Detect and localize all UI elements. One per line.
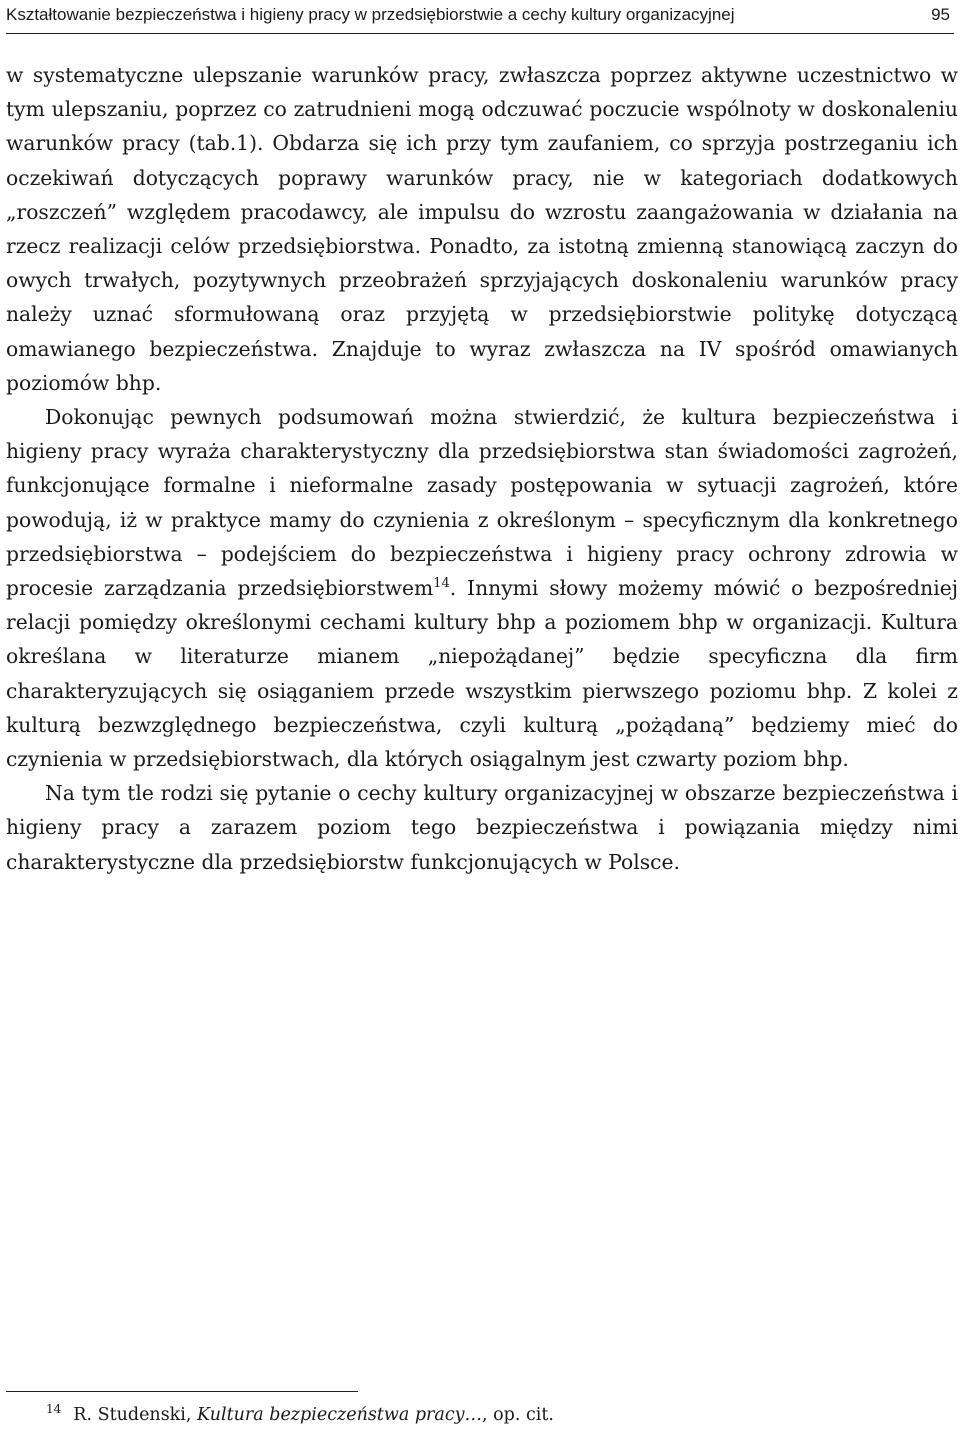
paragraph-1: [6, 58, 958, 400]
footnote-number: 14: [46, 1402, 62, 1416]
footnote-suffix: , op. cit.: [482, 1405, 554, 1425]
paragraph-3-text: Na tym tle rodzi się pytanie o cechy kultury organizacyjnej w obszarze bezpieczeństwa i higieny pracy a zarazem poziom tego bezpieczeństwa i powiązania między nimi charakterystyczne dla przedsiębiorstw funkcjonujących w Polsce.: [6, 781, 958, 874]
paragraph-2-text-start: Dokonując pewnych podsumowań można stwierdzić, że kultura bezpieczeństwa i higieny pracy wyraża charakterystyczny dla przedsiębiorstwa stan świadomości zagrożeń, funkcjonujące formalne i nieformalne zasady postępowania w sytuacji zagrożeń, które powodują, iż w praktyce mamy do czynienia z określonym – specyficznym dla konkretnego przedsiębiorstwa – podejściem do bezpieczeństwa i higieny pracy ochrony zdrowia w procesie zarządzania przedsiębiorstwem: [6, 405, 958, 601]
page-number: 95: [931, 5, 950, 24]
paragraph-1-text: w systematyczne ulepszanie warunków pracy, zwłaszcza poprzez aktywne uczestnictwo w tym ulepszaniu, poprzez co zatrudnieni mogą odczuwać poczucie wspólnoty w doskonaleniu warunków pracy (tab.1). Obdarza się ich przy tym zaufaniem, co sprzyja postrzeganiu ich oczekiwań dotyczących poprawy warunków pracy, nie w kategoriach dodatkowych „roszczeń” względem pracodawcy, ale impulsu do wzrostu zaangażowania w działania na rzecz realizacji celów przedsiębiorstwa. Ponadto, za istotną zmienną stanowiącą zaczyn do owych trwałych, pozytywnych przeobrażeń sprzyjających doskonaleniu warunków pracy należy uznać sformułowaną oraz przyjętą w przedsiębiorstwie politykę dotyczącą omawianego bezpieczeństwa. Znajduje to wyraz zwłaszcza na IV spośród omawianych poziomów bhp.: [6, 63, 958, 395]
footnote-author: R. Studenski,: [73, 1405, 192, 1425]
running-title: Kształtowanie bezpieczeństwa i higieny pracy w przedsiębiorstwie a cechy kultury organizacyjnej: [6, 5, 735, 24]
paragraph-3: [6, 776, 958, 879]
footnote-reference[interactable]: 14: [433, 576, 450, 592]
paragraph-2: [6, 400, 958, 776]
footnote: [46, 1400, 946, 1430]
running-header: [6, 0, 954, 34]
body-text: [6, 58, 958, 879]
paragraph-2-text-end: . Innymi słowy możemy mówić o bezpośredniej relacji pomiędzy określonymi cechami kultury bhp a poziomem bhp w organizacji. Kultura określana w literaturze mianem „niepożądanej” będzie specyficzna dla firm charakteryzujących się osiąganiem przede wszystkim pierwszego poziomu bhp. Z kolei z kulturą bezwzględnego bezpieczeństwa, czyli kulturą „pożądaną” będziemy mieć do czynienia w przedsiębiorstwach, dla których osiągalnym jest czwarty poziom bhp.: [6, 576, 958, 772]
footnote-title: Kultura bezpieczeństwa pracy…: [197, 1405, 483, 1425]
footnote-divider: [6, 1391, 358, 1392]
